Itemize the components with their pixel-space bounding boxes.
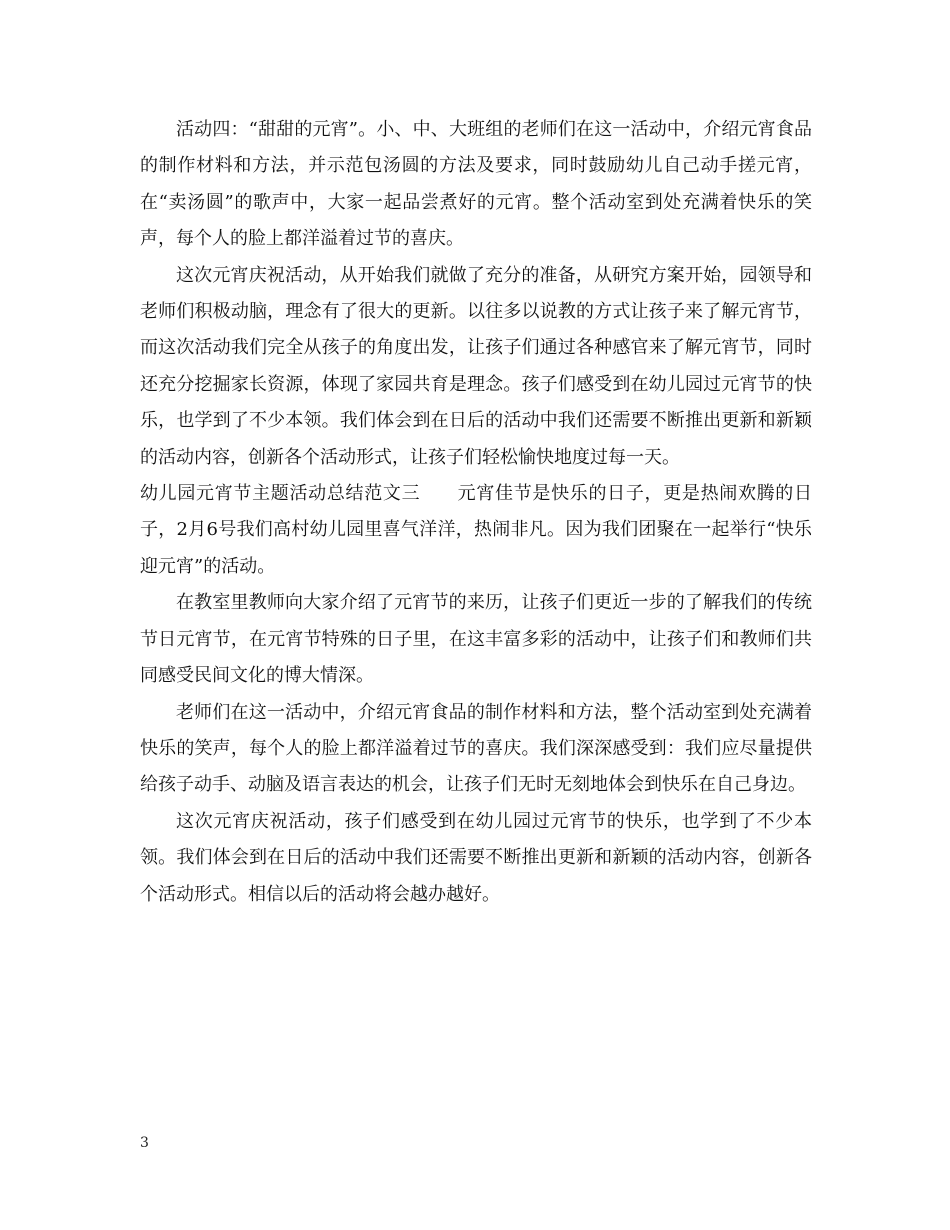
paragraph-teachers-activity: 老师们在这一活动中，介绍元宵食品的制作材料和方法，整个活动室到处充满着快乐的笑声，每个人的脸上都洋溢着过节的喜庆。我们深深感受到：我们应尽量提供给孩子动手、动脑及语言表达的机会，让孩子们无时无刻地体会到快乐在自己身边。 bbox=[140, 701, 812, 796]
paragraph-sample-three: 幼儿园元宵节主题活动总结范文三 元宵佳节是快乐的日子，更是热闹欢腾的日子，2月6号我们高村幼儿园里喜气洋洋，热闹非凡。因为我们团聚在一起举行“快乐迎元宵”的活动。 bbox=[140, 483, 812, 577]
paragraph-celebration-summary: 这次元宵庆祝活动，从开始我们就做了充分的准备，从研究方案开始，园领导和老师们积极动脑，理念有了很大的更新。以往多以说教的方式让孩子来了解元宵节，而这次活动我们完全从孩子的角度出发，让孩子们通过各种感官来了解元宵节，同时还充分挖掘家长资源，体现了家园共育是理念。孩子们感受到在幼儿园过元宵节的快乐，也学到了不少本领。我们体会到在日后的活动中我们还需要不断推出更新和新颖的活动内容，创新各个活动形式，让孩子们轻松愉快地度过每一天。 bbox=[140, 264, 812, 468]
paragraph-activity-four: 活动四：“甜甜的元宵”。小、中、大班组的老师们在这一活动中，介绍元宵食品的制作材料和方法，并示范包汤圆的方法及要求，同时鼓励幼儿自己动手搓元宵，在“卖汤圆”的歌声中，大家一起品尝煮好的元宵。整个活动室到处充满着快乐的笑声，每个人的脸上都洋溢着过节的喜庆。 bbox=[140, 119, 812, 250]
paragraph-classroom-introduction: 在教室里教师向大家介绍了元宵节的来历，让孩子们更近一步的了解我们的传统节日元宵节，在元宵节特殊的日子里，在这丰富多彩的活动中，让孩子们和教师们共同感受民间文化的博大情深。 bbox=[140, 592, 812, 687]
page-number: 3 bbox=[140, 1135, 149, 1151]
paragraph-conclusion: 这次元宵庆祝活动，孩子们感受到在幼儿园过元宵节的快乐，也学到了不少本领。我们体会到在日后的活动中我们还需要不断推出更新和新颖的活动内容，创新各个活动形式。相信以后的活动将会越办越好。 bbox=[140, 810, 812, 905]
document-body bbox=[140, 112, 812, 913]
